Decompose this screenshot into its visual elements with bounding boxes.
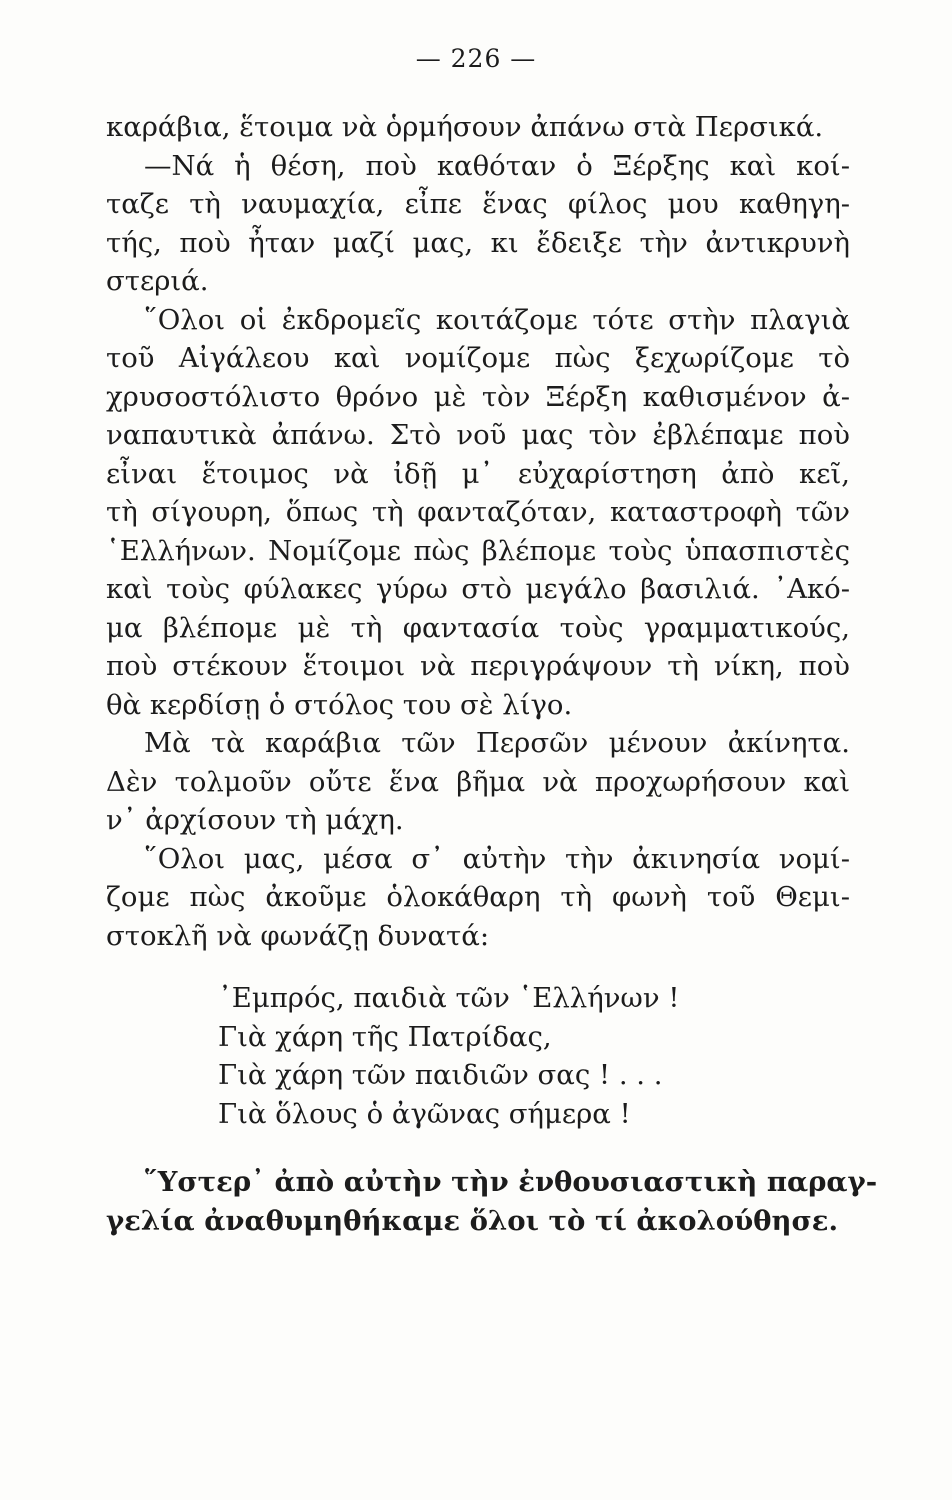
text-line: θὰ κερδίσῃ ὁ στόλος του σὲ λίγο. [106, 688, 573, 721]
text-line: ταζε τὴ ναυμαχία, εἶπε ἕνας φίλος μου καθηγη- [106, 188, 850, 220]
text-line: καράβια, ἕτοιμα νὰ ὁρμήσουν ἀπάνω στὰ Περσικά. [106, 111, 824, 143]
text-line: ζομε πὼς ἀκοῦμε ὁλοκάθαρη τὴ φωνὴ τοῦ Θεμι- [106, 881, 850, 913]
verse-line: Γιὰ ὅλους ὁ ἀγῶνας σήμερα ! [218, 1097, 631, 1130]
text-line: —Νά ἡ θέση, ποὺ καθόταν ὁ Ξέρξης καὶ κοί- [144, 149, 850, 182]
verse-line: Γιὰ χάρη τῆς Πατρίδας, [218, 1020, 552, 1053]
verse-block [106, 979, 850, 1133]
spacer [106, 955, 850, 979]
text-line: ποὺ στέκουν ἕτοιμοι νὰ περιγράψουν τὴ νίκη, ποὺ [106, 650, 850, 682]
text-line: μα βλέπομε μὲ τὴ φαντασία τοὺς γραμματικούς, [106, 611, 850, 644]
text-line: εἶναι ἕτοιμος νὰ ἰδῇ μ᾿ εὐχαρίστηση ἀπὸ κεῖ, [106, 457, 850, 490]
text-line: ν᾿ ἀρχίσουν τὴ μάχη. [106, 804, 404, 836]
text-line: ῾Ελλήνων. Νομίζομε πὼς βλέπομε τοὺς ὑπασπιστὲς [106, 534, 850, 567]
body-text [106, 108, 878, 1240]
text-line: Μὰ τὰ καράβια τῶν Περσῶν μένουν ἀκίνητα. [144, 727, 850, 759]
verse-line: ᾿Εμπρός, παιδιὰ τῶν ῾Ελλήνων ! [218, 982, 680, 1014]
text-line: ναπαυτικὰ ἀπάνω. Στὸ νοῦ μας τὸν ἐβλέπαμε ποὺ [106, 419, 850, 451]
text-line: ῞Υστερ᾿ ἀπὸ αὐτὴν τὴν ἐνθουσιαστικὴ παραγ- [144, 1166, 878, 1198]
page-number: — 226 — [415, 44, 537, 73]
text-line: Δὲν τολμοῦν οὔτε ἕνα βῆμα νὰ προχωρήσουν καὶ [106, 765, 850, 798]
text-line: καὶ τοὺς φύλακες γύρω στὸ μεγάλο βασιλιά. ᾿Ακό- [106, 573, 850, 605]
text-line: γελία ἀναθυμηθήκαμε ὅλοι τὸ τί ἀκολούθησε. [106, 1204, 839, 1237]
text-line: τοῦ Αἰγάλεου καὶ νομίζομε πὼς ξεχωρίζομε τὸ [106, 342, 850, 374]
spacer [106, 1133, 850, 1163]
text-line: τής, ποὺ ἦταν μαζί μας, κι ἔδειξε τὴν ἀντικρυνὴ [106, 226, 850, 259]
verse-line: Γιὰ χάρη τῶν παιδιῶν σας ! . . . [218, 1059, 663, 1091]
text-line: τὴ σίγουρη, ὅπως τὴ φανταζόταν, καταστροφὴ τῶν [106, 496, 850, 528]
text-line: στεριά. [106, 265, 209, 297]
text-line: στοκλῆ νὰ φωνάζῃ δυνατά: [106, 919, 490, 952]
text-line: ῞Ολοι μας, μέσα σ᾿ αὐτὴν τὴν ἀκινησία νομί- [144, 842, 850, 875]
text-line: ῞Ολοι οἱ ἐκδρομεῖς κοιτάζομε τότε στὴν πλαγιὰ [144, 303, 850, 336]
text-line: χρυσοστόλιστο θρόνο μὲ τὸν Ξέρξη καθισμένον ἀ- [106, 380, 850, 413]
